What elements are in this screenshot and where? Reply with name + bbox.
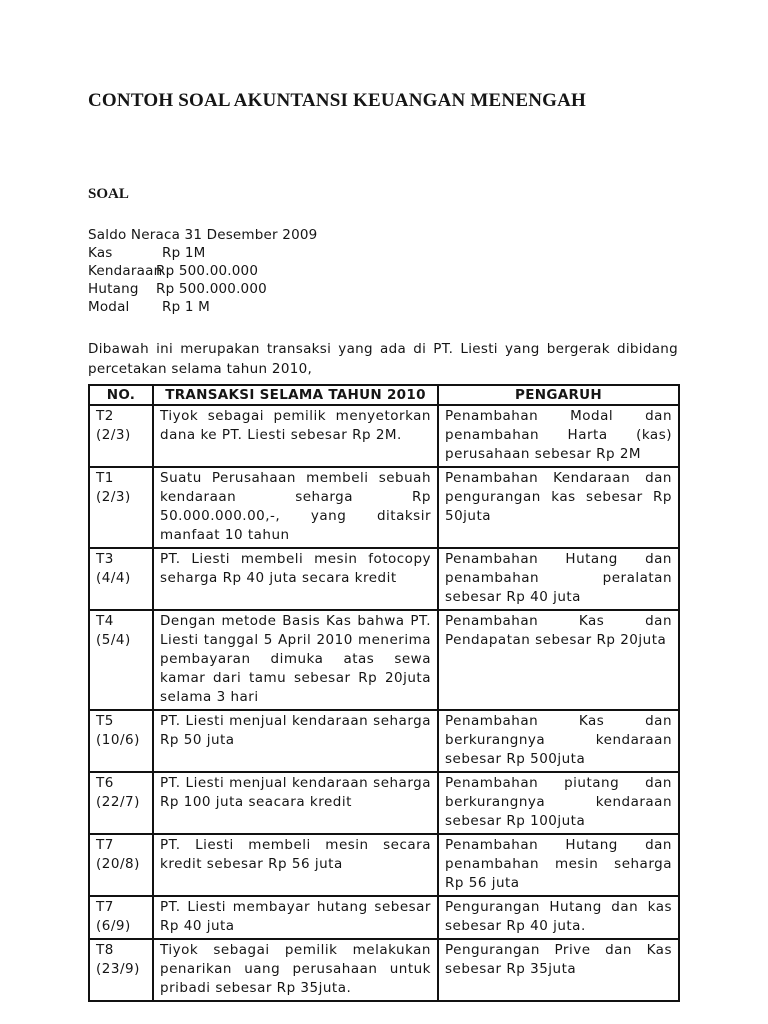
column-header-no: NO. <box>89 385 153 405</box>
cell-no <box>89 467 153 548</box>
balance-label: Kendaraan <box>88 263 163 279</box>
table-row <box>89 896 679 939</box>
balance-label: Kas <box>88 245 113 261</box>
row-no: T4 <box>96 613 114 629</box>
row-no: T5 <box>96 713 114 729</box>
table-body <box>89 405 679 1001</box>
row-no: T8 <box>96 942 114 958</box>
transactions-table <box>88 384 680 1002</box>
cell-no <box>89 939 153 1001</box>
balance-item-kendaraan <box>88 262 678 280</box>
balance-sheet <box>88 226 678 316</box>
cell-effect: Penambahan piutang dan berkurangnya kendaraan sebesar Rp 100juta <box>438 772 679 834</box>
balance-item-hutang <box>88 280 678 298</box>
cell-effect: Pengurangan Prive dan Kas sebesar Rp 35juta <box>438 939 679 1001</box>
cell-transaction: PT. Liesti membeli mesin secara kredit sebesar Rp 56 juta <box>153 834 438 896</box>
cell-no <box>89 405 153 467</box>
balance-item-modal <box>88 298 678 316</box>
row-no: T3 <box>96 551 114 567</box>
row-date: (5/4) <box>96 632 131 648</box>
balance-label: Modal <box>88 299 130 315</box>
balance-item-kas <box>88 244 678 262</box>
cell-effect: Pengurangan Hutang dan kas sebesar Rp 40 juta. <box>438 896 679 939</box>
intro-paragraph: Dibawah ini merupakan transaksi yang ada di PT. Liesti yang bergerak dibidang percetakan selama tahun 2010, <box>88 341 678 377</box>
row-date: (2/3) <box>96 427 131 443</box>
table-row <box>89 710 679 772</box>
cell-no <box>89 896 153 939</box>
balance-label: Hutang <box>88 281 139 297</box>
row-date: (2/3) <box>96 489 131 505</box>
cell-effect: Penambahan Kas dan berkurangnya kendaraan sebesar Rp 500juta <box>438 710 679 772</box>
cell-transaction: PT. Liesti menjual kendaraan seharga Rp 50 juta <box>153 710 438 772</box>
cell-effect: Penambahan Hutang dan penambahan mesin seharga Rp 56 juta <box>438 834 679 896</box>
balance-heading: Saldo Neraca 31 Desember 2009 <box>88 227 318 243</box>
cell-transaction: Tiyok sebagai pemilik melakukan penarikan uang perusahaan untuk pribadi sebesar Rp 35juta. <box>153 939 438 1001</box>
cell-no <box>89 710 153 772</box>
row-date: (20/8) <box>96 856 140 872</box>
balance-value: Rp 1M <box>162 245 206 261</box>
row-no: T6 <box>96 775 114 791</box>
table-row <box>89 772 679 834</box>
cell-no <box>89 548 153 610</box>
row-no: T1 <box>96 470 114 486</box>
page-title: CONTOH SOAL AKUNTANSI KEUANGAN MENENGAH <box>88 90 586 111</box>
cell-transaction: Tiyok sebagai pemilik menyetorkan dana ke PT. Liesti sebesar Rp 2M. <box>153 405 438 467</box>
cell-no <box>89 834 153 896</box>
column-header-transaksi: TRANSAKSI SELAMA TAHUN 2010 <box>153 385 438 405</box>
table-row <box>89 548 679 610</box>
balance-value: Rp 500.00.000 <box>156 263 259 279</box>
balance-value: Rp 500.000.000 <box>156 281 267 297</box>
row-no: T7 <box>96 899 114 915</box>
cell-transaction: PT. Liesti menjual kendaraan seharga Rp 100 juta seacara kredit <box>153 772 438 834</box>
row-no: T2 <box>96 408 114 424</box>
cell-effect: Penambahan Hutang dan penambahan peralatan sebesar Rp 40 juta <box>438 548 679 610</box>
section-heading-soal: SOAL <box>88 186 129 202</box>
cell-no <box>89 772 153 834</box>
table-row <box>89 467 679 548</box>
table-row <box>89 834 679 896</box>
row-no: T7 <box>96 837 114 853</box>
table-row <box>89 610 679 710</box>
balance-value: Rp 1 M <box>162 299 210 315</box>
cell-effect: Penambahan Modal dan penambahan Harta (kas) perusahaan sebesar Rp 2M <box>438 405 679 467</box>
cell-no <box>89 610 153 710</box>
cell-transaction: Suatu Perusahaan membeli sebuah kendaraan seharga Rp 50.000.000.00,-, yang ditaksir manfaat 10 tahun <box>153 467 438 548</box>
cell-transaction: PT. Liesti membayar hutang sebesar Rp 40 juta <box>153 896 438 939</box>
table-header-row <box>89 385 679 405</box>
row-date: (22/7) <box>96 794 140 810</box>
cell-effect: Penambahan Kendaraan dan pengurangan kas sebesar Rp 50juta <box>438 467 679 548</box>
cell-transaction: Dengan metode Basis Kas bahwa PT. Liesti tanggal 5 April 2010 menerima pembayaran dimuka atas sewa kamar dari tamu sebesar Rp 20juta selama 3 hari <box>153 610 438 710</box>
cell-transaction: PT. Liesti membeli mesin fotocopy seharga Rp 40 juta secara kredit <box>153 548 438 610</box>
table-row <box>89 405 679 467</box>
row-date: (10/6) <box>96 732 140 748</box>
row-date: (23/9) <box>96 961 140 977</box>
row-date: (4/4) <box>96 570 131 586</box>
cell-effect: Penambahan Kas dan Pendapatan sebesar Rp 20juta <box>438 610 679 710</box>
row-date: (6/9) <box>96 918 131 934</box>
column-header-pengaruh: PENGARUH <box>438 385 679 405</box>
table-row <box>89 939 679 1001</box>
